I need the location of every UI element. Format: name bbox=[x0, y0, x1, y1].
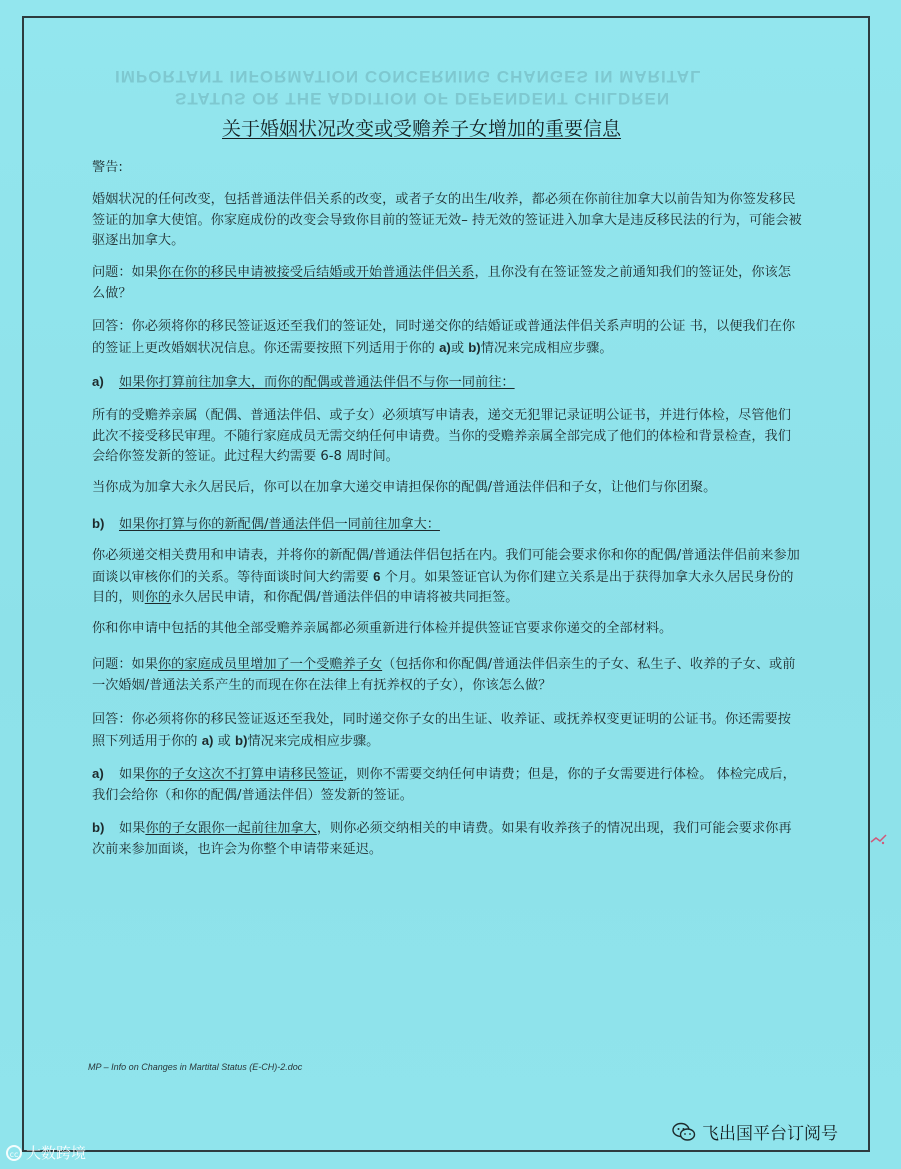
case-b-1-bold: 6 bbox=[373, 568, 381, 584]
case-child-a bbox=[92, 764, 802, 806]
ink-mark-icon bbox=[868, 828, 890, 850]
case-b-1-mid: 个月。如果签证官认为你们建立关系是出于获得加拿大永久居民身份的目的，则 bbox=[92, 569, 794, 605]
answer-1-tail: 情况来完成相应步骤。 bbox=[480, 340, 613, 356]
question-2-underlined: 你的家庭成员里增加了一个受赡养子女 bbox=[157, 657, 383, 672]
case-child-b-prefix: 如果 bbox=[119, 821, 146, 836]
answer-1-bold-a: a) bbox=[439, 339, 451, 355]
case-child-a-label: a) bbox=[92, 766, 104, 781]
question-1-prefix: 问题：如果 bbox=[92, 265, 158, 280]
paragraph-case-a-2: 当你成为加拿大永久居民后，你可以在加拿大递交申请担保你的配偶/普通法伴侣和子女，让他们与你团聚。 bbox=[92, 480, 717, 495]
answer-1-text: 回答：你必须将你的移民签证返还至我们的签证处，同时递交你的结婚证或普通法伴侣关系声明的公证 书，以便我们在你的签证上更改婚姻状况信息。你还需要按照下列适用于你的 bbox=[92, 319, 796, 356]
wechat-icon bbox=[672, 1121, 696, 1143]
warning-heading: 警告: bbox=[92, 160, 123, 175]
question-1-underlined: 你在你的移民申请被接受后结婚或开始普通法伴侣关系 bbox=[157, 265, 475, 280]
case-child-b-suffix: ，则你必须交纳相关的申请费。如果有收养孩子的情况出现，我们可能会要求你再次前来参加面谈，也许会为你整个申请带来延迟。 bbox=[92, 821, 792, 857]
answer-2-text: 回答：你必须将你的移民签证返还至我处，同时递交你子女的出生证、收养证、或抚养权变更证明的公证书。你还需要按照下列适用于你的 bbox=[92, 712, 791, 749]
case-b-1-underlined: 你的 bbox=[144, 590, 172, 605]
watermark-left bbox=[6, 1142, 86, 1163]
bleed-through-text-1: IMPORTANT INFORMATION CONCERNING CHANGES IN MARITAL bbox=[115, 67, 702, 86]
case-a-label: a) bbox=[92, 374, 104, 389]
question-1 bbox=[92, 263, 802, 304]
watermark-right bbox=[672, 1119, 838, 1144]
watermark-left-text: 大数跨境 bbox=[26, 1144, 87, 1162]
paragraph-warning: 婚姻状况的任何改变，包括普通法伴侣关系的改变，或者子女的出生/收养，都必须在你前往加拿大以前告知为你签发移民签证的加拿大使馆。你家庭成份的改变会导致你目前的签证无效– 持无效的签证进入加拿大是违反移民法的行为，可能会被驱逐出加拿大。 bbox=[92, 192, 802, 248]
case-child-b-underlined: 你的子女跟你一起前往加拿大 bbox=[145, 821, 317, 836]
document-title: 关于婚姻状况改变或受赡养子女增加的重要信息 bbox=[222, 118, 622, 140]
case-b-label: b) bbox=[92, 516, 105, 531]
bleed-through-text-2: STATUS OR THE ADDITION OF DEPENDENT CHILDREN bbox=[175, 89, 671, 108]
question-2 bbox=[92, 655, 802, 696]
case-child-a-suffix: ，则你不需要交纳任何申请费；但是，你的子女需要进行体检。 体检完成后，我们会给你（和你的配偶/普通法伴侣）签发新的签证。 bbox=[92, 767, 796, 803]
paragraph-case-b-2: 你和你申请中包括的其他全部受赡养亲属都必须重新进行体检并提供签证官要求你递交的全部材料。 bbox=[92, 621, 673, 636]
answer-2 bbox=[92, 710, 802, 752]
case-a-text: 如果你打算前往加拿大，而你的配偶或普通法伴侣不与你一同前往： bbox=[119, 375, 515, 390]
case-child-a-underlined: 你的子女这次不打算申请移民签证 bbox=[145, 767, 344, 782]
answer-2-bold-b: b) bbox=[235, 732, 248, 748]
cc-logo-icon: cc bbox=[6, 1145, 22, 1161]
question-1-suffix: ，且你没有在签证签发之前通知我们的签证处，你该怎么做？ bbox=[92, 265, 791, 301]
answer-2-mid: 或 bbox=[213, 733, 236, 749]
case-b-text: 如果你打算与你的新配偶/普通法伴侣一同前往加拿大： bbox=[119, 517, 440, 532]
answer-1-bold-b: b) bbox=[468, 339, 481, 355]
case-child-b-label: b) bbox=[92, 820, 105, 835]
question-2-prefix: 问题：如果 bbox=[92, 657, 158, 672]
watermark-right-text: 飞出国平台订阅号 bbox=[702, 1124, 838, 1144]
answer-2-tail: 情况来完成相应步骤。 bbox=[247, 733, 380, 749]
question-2-suffix: （包括你和你配偶/普通法伴侣亲生的子女、私生子、收养的子女、或前一次婚姻/普通法关系产生的而现在你在法律上有抚养权的子女），你该怎么做？ bbox=[92, 657, 796, 693]
paragraph-case-b-1 bbox=[92, 546, 802, 609]
case-child-a-prefix: 如果 bbox=[119, 767, 146, 782]
answer-1-mid: 或 bbox=[450, 340, 469, 356]
answer-1 bbox=[92, 317, 802, 359]
case-child-b bbox=[92, 818, 802, 860]
answer-2-bold-a: a) bbox=[201, 732, 214, 748]
case-b-heading bbox=[92, 514, 802, 536]
document-footer: MP – Info on Changes in Martital Status (E-CH)-2.doc bbox=[88, 1062, 303, 1072]
case-b-1-post: 永久居民申请，和你配偶/普通法伴侣的申请将被共同拒签。 bbox=[171, 590, 519, 605]
case-b-1-pre: 你必须递交相关费用和申请表，并将你的新配偶/普通法伴侣包括在内。我们可能会要求你和你的配偶/普通法伴侣前来参加面谈以审核你们的关系。等待面谈时间大约需要 bbox=[92, 548, 800, 585]
paragraph-case-a-1: 所有的受赡养亲属（配偶、普通法伴侣、或子女）必须填写申请表，递交无犯罪记录证明公证书，并进行体检，尽管他们此次不接受移民审理。不随行家庭成员无需交纳任何申请费。当你的受赡养亲属全部完成了他们的体检和背景检查，我们会给你签发新的签证。此过程大约需要 6-8 周时间。 bbox=[92, 408, 791, 464]
case-a-heading bbox=[92, 372, 802, 394]
